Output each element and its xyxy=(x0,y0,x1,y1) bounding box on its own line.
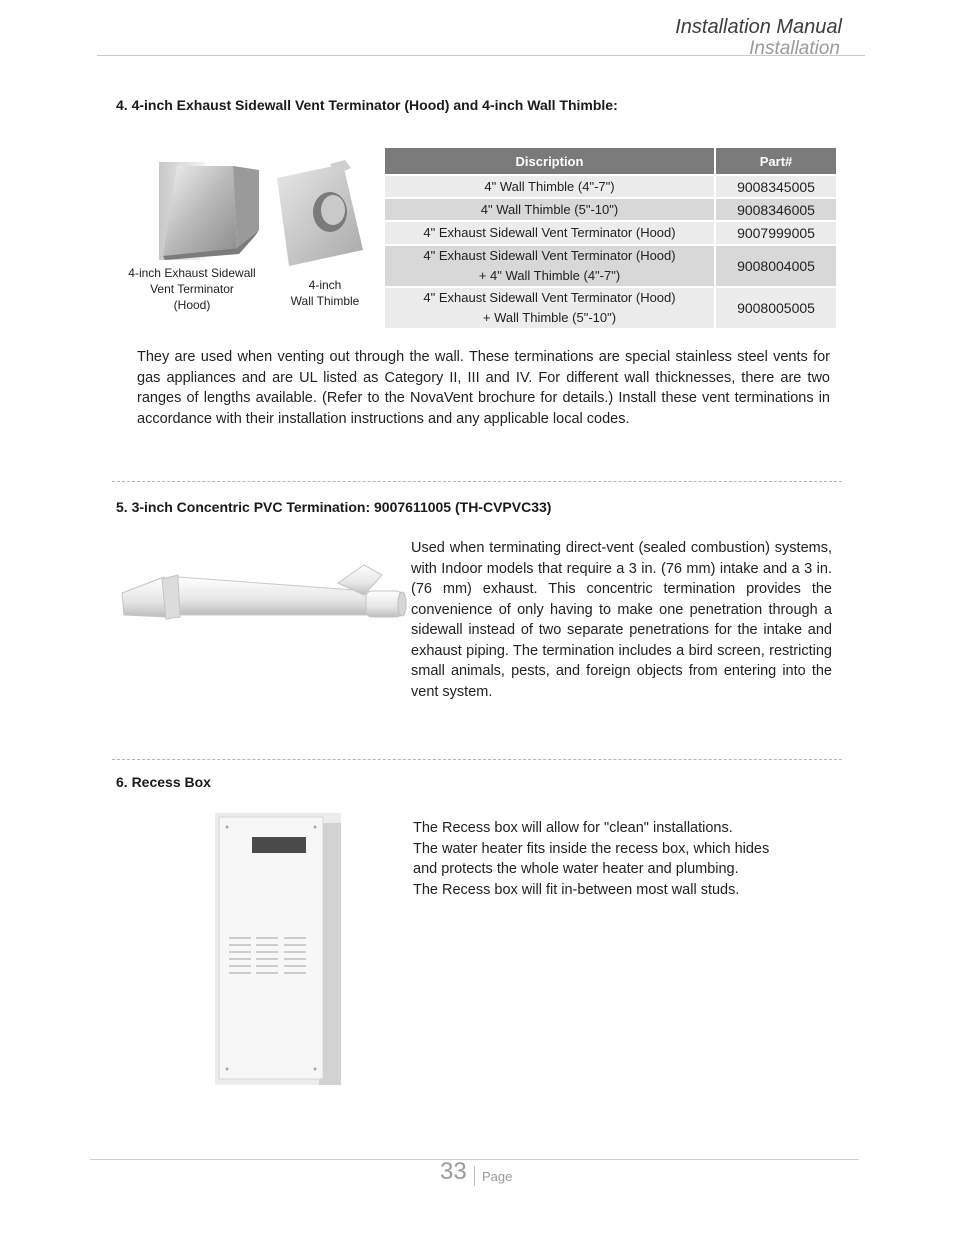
part-number-cell: 9008345005 xyxy=(716,174,836,197)
description-cell: 4" Exhaust Sidewall Vent Terminator (Hood) + 4" Wall Thimble (4"-7") xyxy=(385,244,716,286)
table-row xyxy=(385,286,836,328)
recess-box-image xyxy=(215,813,343,1087)
thimble-caption: 4-inch Wall Thimble xyxy=(290,278,360,308)
description-cell: 4" Exhaust Sidewall Vent Terminator (Hood) xyxy=(385,220,716,244)
description-cell: 4" Wall Thimble (4"-7") xyxy=(385,174,716,197)
section-6-heading: 6. Recess Box xyxy=(116,774,211,790)
section-5-heading: 5. 3-inch Concentric PVC Termination: 9007611005 (TH-CVPVC33) xyxy=(116,499,552,515)
table-row xyxy=(385,197,836,220)
section-divider xyxy=(112,759,842,760)
hood-image xyxy=(155,160,263,268)
manual-title: Installation Manual xyxy=(675,16,842,38)
section-subtitle: Installation xyxy=(749,38,840,59)
page-number: 33 xyxy=(440,1158,467,1185)
section-4-paragraph: They are used when venting out through the wall. These terminations are special stainless steel vents for gas appliances and are UL listed as Category II, III and IV. For different wall thicknesses, there are two ranges of lengths available. (Refer to the NovaVent brochure for details.) Install these vent terminations in accordance with their installation instructions and any applicable local codes. xyxy=(137,349,830,427)
section-5-paragraph: Used when terminating direct-vent (sealed combustion) systems, with Indoor models that require a 3 in. (76 mm) intake and a 3 in. (76 mm) exhaust. This concentric termination provides the convenience of only having to make one penetration through a sidewall instead of two separate penetrations for the intake and exhaust piping. The termination includes a bird screen, restricting small animals, pests, and foreign objects from entering into the vent system. xyxy=(411,540,832,700)
section-6-text: The Recess box will allow for "clean" installations. The water heater fits inside the recess box, which hides and protects the whole water heater and plumbing. The Recess box will fit in-between most wall studs. xyxy=(413,820,770,898)
table-row xyxy=(385,174,836,197)
part-number-cell: 9008005005 xyxy=(716,286,836,328)
table-row xyxy=(385,220,836,244)
column-header-description: Discription xyxy=(385,148,716,174)
footer-divider xyxy=(90,1159,859,1160)
page-separator xyxy=(474,1166,475,1186)
wall-thimble-image xyxy=(275,160,365,270)
page-label: Page xyxy=(482,1169,513,1184)
column-header-part-number: Part# xyxy=(716,148,836,174)
part-number-cell: 9008004005 xyxy=(716,244,836,286)
section-divider xyxy=(112,481,842,482)
section-4-heading: 4. 4-inch Exhaust Sidewall Vent Terminator (Hood) and 4-inch Wall Thimble: xyxy=(116,97,618,113)
part-number-cell: 9008346005 xyxy=(716,197,836,220)
table-row xyxy=(385,244,836,286)
description-cell: 4" Wall Thimble (5"-10") xyxy=(385,197,716,220)
concentric-pvc-termination-image xyxy=(118,563,410,629)
header-divider xyxy=(97,55,865,56)
part-number-cell: 9007999005 xyxy=(716,220,836,244)
parts-table xyxy=(385,148,836,328)
hood-caption: 4-inch Exhaust Sidewall Vent Terminator (Hood) xyxy=(128,266,256,312)
description-cell: 4" Exhaust Sidewall Vent Terminator (Hood) + Wall Thimble (5"-10") xyxy=(385,286,716,328)
